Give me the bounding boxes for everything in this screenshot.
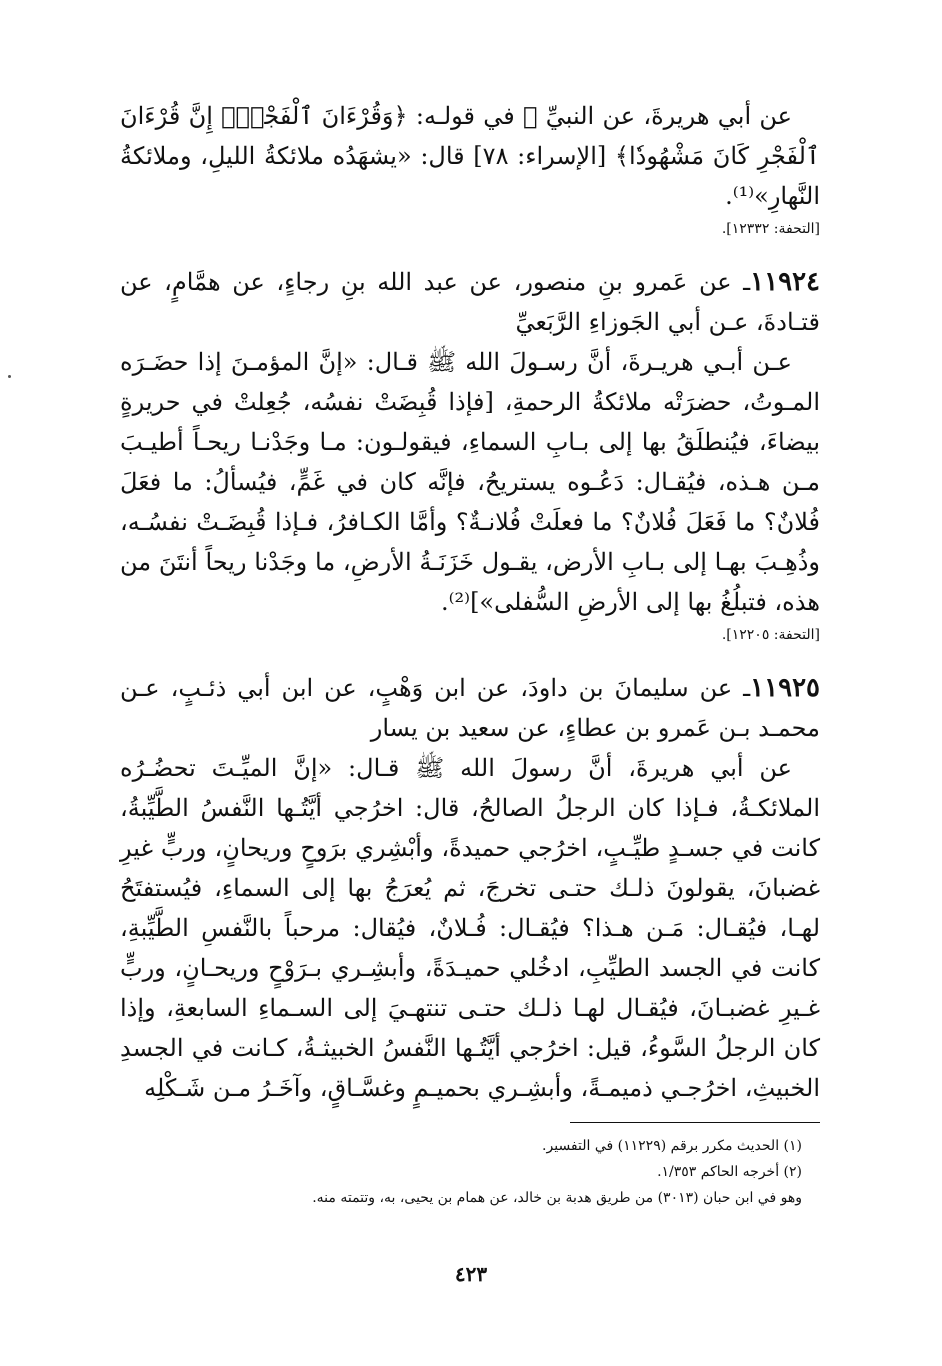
hadith-1924-matn: عـن أبـي هريـرةَ، أنَّ رسـولَ الله ﷺ قـال: «إنَّ المؤمـنَ إذا حضَـرَه المـوتُ، حضرَتْه ملائكةُ الرحمةِ، [فإذا قُبِضَتْ نفسُه، جُعِلتْ في حريرةٍ بيضاءَ، فيُنطلَقُ بها إلى بـابِ السماءِ، فيقولـون: مـا وجَدْنـا ريحـاً أطيـبَ مـن هـذه، فيُقـال: دَعُـوه يستريحُ، فإنَّه كان في غَمٍّ، فيُسألُ: ما فعَلَ فُلانٌ؟ ما فَعَلَ فُلانٌ؟ ما فعلَتْ فُلانـةٌ؟ وأمَّا الكـافرُ، فـإذا قُبِضَـتْ نفسُـه، وذُهِـبَ بهـا إلى بـابِ الأرض، يقـول خَزَنَـةُ الأرضِ، ما وجَدْنا ريحاً أنتَنَ من هذه، فتبلُغُ بها إلى الأرضِ السُّفلى»]⁽²⁾. <box>120 348 820 616</box>
hadith-1925-matn: عن أبي هريرةَ، أنَّ رسولَ الله ﷺ قـال: «إنَّ الميِّـتَ تحضُـرُه الملائكـةُ، فـإذا كان الرجلُ الصالحُ، قال: اخرُجي أيَّتُـها النَّفسُ الطَّيِّبةُ، كانت في جسـدٍ طيِّـبٍ، اخرُجي حميدةً، وأبْشِري برَوحٍ وريحانٍ، وربٍّ غيرِ غضبانَ، يقولونَ ذلـك حتـى تخرجَ، ثم يُعرَجُ بها إلى السماءِ، فيُستفتَحُ لهـا، فيُقـال: مَـن هـذا؟ فيُقـال: فُـلانٌ، فيُقال: مرحباً بالنَّفسِ الطَّيِّبةِ، كانت في الجسد الطيِّبِ، ادخُلي حميـدَةً، وأبشِـري بـرَوْحٍ وريحـانٍ، وربٍّ غـيرِ غضبـانَ، فيُقـال لهـا ذلـك حتـى تنتهـيَ إلى السـماءِ السابعةِ، وإذا كان الرجلُ السَّوءُ، قيل: اخرُجي أيَّتُـها النَّفسُ الخبيثـةُ، كـانت في الجسدِ الخبيثِ، اخرُجـي ذميمـةً، وأبشِـري بحميـمٍ وغسَّـاقٍ، وآخَـرُ مـن شَـكْلِه <box>120 754 820 1102</box>
margin-dot <box>8 375 11 378</box>
intro-reference: [التحفة: ١٢٣٣٢]. <box>721 221 820 237</box>
hadith-1924-isnad-text: ـ عن عَمرو بنِ منصور، عن عبد الله بنِ رجاءٍ، عن همَّامٍ، عن قتـادةَ، عـن أبي الجَوزاءِ الرَّبَعيِّ <box>120 268 820 336</box>
footnote-2-continuation: وهو في ابن حبان (٣٠١٣) من طريق هدبة بن خالد، عن همام بن يحيى، به، وتتمته منه. <box>312 1190 802 1206</box>
hadith-1924-reference: [التحفة: ١٢٢٠٥]. <box>721 627 820 643</box>
hadith-1925-isnad-text: ـ عن سليمانَ بن داودَ، عن ابن وَهْبٍ، عن ابن أبي ذئـبٍ، عـن محمـد بـن عَمرو بن عطاءٍ، عن سعيد بن يسار <box>120 674 820 742</box>
page-body <box>120 96 820 1211</box>
footnote-2: (٢) أخرجه الحاكم ١/٣٥٣. <box>657 1164 802 1180</box>
hadith-1924-number: ١١٩٢٤ <box>750 267 820 297</box>
page-number: ٤٢٣ <box>454 1262 488 1286</box>
footnote-divider <box>570 1122 820 1123</box>
intro-paragraph: عن أبي هريرةَ، عن النبيِّ ﷺ في قولـه: ﴿وَقُرْءَانَ ٱلْفَجْرِۖ إِنَّ قُرْءَانَ ٱلْفَجْرِ كَانَ مَشْهُودٗا﴾ [الإسراء: ٧٨] قال: «يشهَدُه ملائكةُ الليلِ، وملائكةُ النَّهارِ»⁽¹⁾. <box>120 102 820 210</box>
footnote-1: (١) الحديث مكرر برقم (١١٢٢٩) في التفسير. <box>542 1138 802 1154</box>
hadith-1925-number: ١١٩٢٥ <box>750 673 820 703</box>
hadith-1925-isnad <box>120 668 820 748</box>
hadith-1924-isnad <box>120 262 820 342</box>
